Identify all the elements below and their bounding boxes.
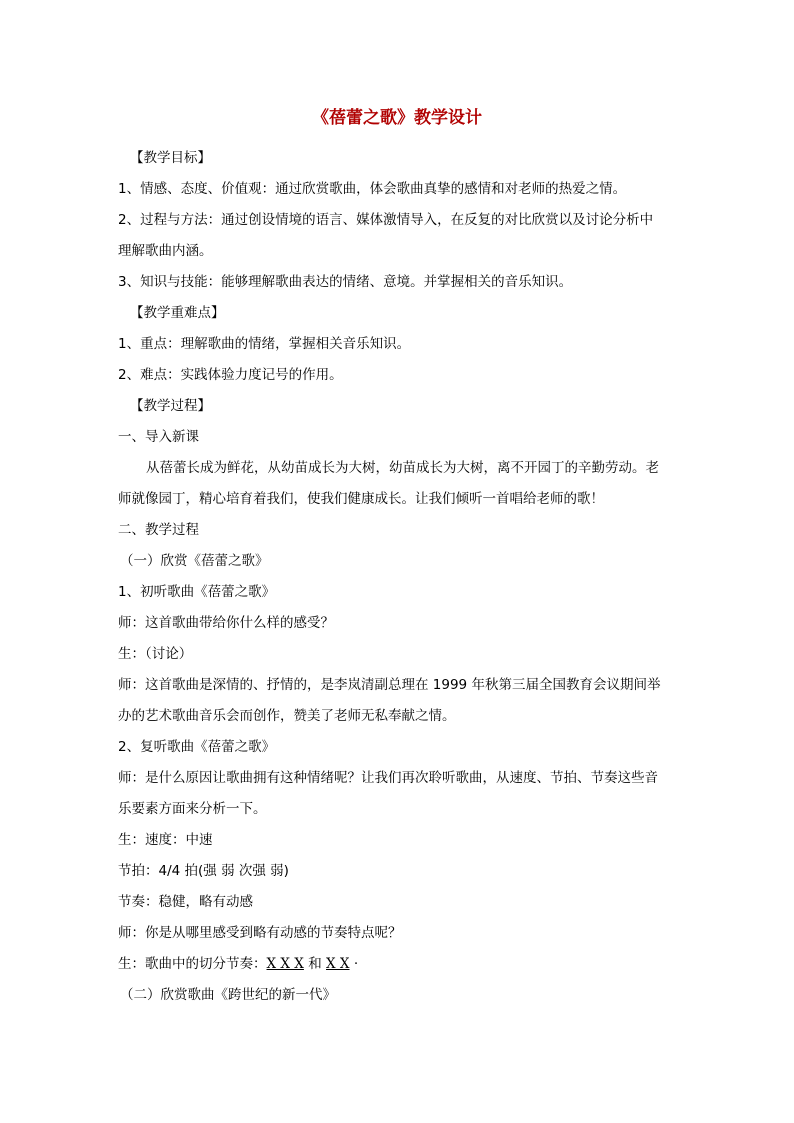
paragraph-line: 师：你是从哪里感受到略有动感的节奏特点呢？ [118, 925, 402, 941]
subsection-heading: （二）欣赏歌曲《跨世纪的新一代》 [120, 987, 336, 1003]
syncopation-rhythm-a: X X X [266, 956, 304, 972]
rhythm-dot: · [349, 956, 359, 972]
rhythm-line [118, 949, 678, 980]
paragraph-line: 理解歌曲内涵。 [118, 243, 213, 259]
section-heading-key-points: 【教学重难点】 [130, 305, 225, 321]
paragraph-line: 生：速度：中速 [118, 832, 213, 848]
paragraph-line: 1、情感、态度、价值观：通过欣赏歌曲，体会歌曲真挚的感情和对老师的热爱之情。 [118, 181, 627, 197]
paragraph-line: 师：这首歌曲是深情的、抒情的，是李岚清副总理在 1999 年秋第三届全国教育会议期间举 [118, 677, 661, 693]
paragraph-line: 师就像园丁，精心培育着我们，使我们健康成长。让我们倾听一首唱给老师的歌！ [118, 491, 604, 507]
rhythm-connector: 和 [303, 956, 327, 972]
paragraph-line: 乐要素方面来分析一下。 [118, 801, 267, 817]
paragraph-line: 节拍：4/4 拍(强 弱 次强 弱) [118, 863, 289, 879]
paragraph-line: 1、重点：理解歌曲的情绪，掌握相关音乐知识。 [118, 336, 411, 352]
paragraph-line: 3、知识与技能：能够理解歌曲表达的情绪、意境。并掌握相关的音乐知识。 [118, 274, 573, 290]
subsection-heading: （一）欣赏《蓓蕾之歌》 [120, 553, 269, 569]
document-body [118, 143, 678, 1011]
paragraph-line: 2、难点：实践体验力度记号的作用。 [118, 367, 343, 383]
section-heading-process: 【教学过程】 [130, 398, 211, 414]
paragraph-line: 办的艺术歌曲音乐会而创作，赞美了老师无私奉献之情。 [118, 708, 456, 724]
paragraph-line: 生：（讨论） [118, 646, 193, 662]
paragraph-line: 师：这首歌曲带给你什么样的感受？ [118, 615, 334, 631]
paragraph-line: 从蓓蕾长成为鲜花，从幼苗成长为大树，幼苗成长为大树，离不开园丁的辛勤劳动。老 [146, 460, 659, 476]
section-heading-goals: 【教学目标】 [130, 150, 211, 166]
subsection-heading: 二、教学过程 [118, 522, 199, 538]
paragraph-line: 2、过程与方法：通过创设情境的语言、媒体激情导入，在反复的对比欣赏以及讨论分析中 [118, 212, 654, 228]
rhythm-label: 生：歌曲中的切分节奏： [118, 956, 267, 972]
paragraph-line: 1、初听歌曲《蓓蕾之歌》 [118, 584, 276, 600]
syncopation-rhythm-b: X X [326, 956, 350, 972]
subsection-heading: 一、导入新课 [118, 429, 199, 445]
document-title: 《蓓蕾之歌》教学设计 [312, 108, 482, 128]
paragraph-line: 师：是什么原因让歌曲拥有这种情绪呢？让我们再次聆听歌曲，从速度、节拍、节奏这些音 [118, 770, 658, 786]
paragraph-line: 节奏：稳健，略有动感 [118, 894, 253, 910]
paragraph-line: 2、复听歌曲《蓓蕾之歌》 [118, 739, 276, 755]
